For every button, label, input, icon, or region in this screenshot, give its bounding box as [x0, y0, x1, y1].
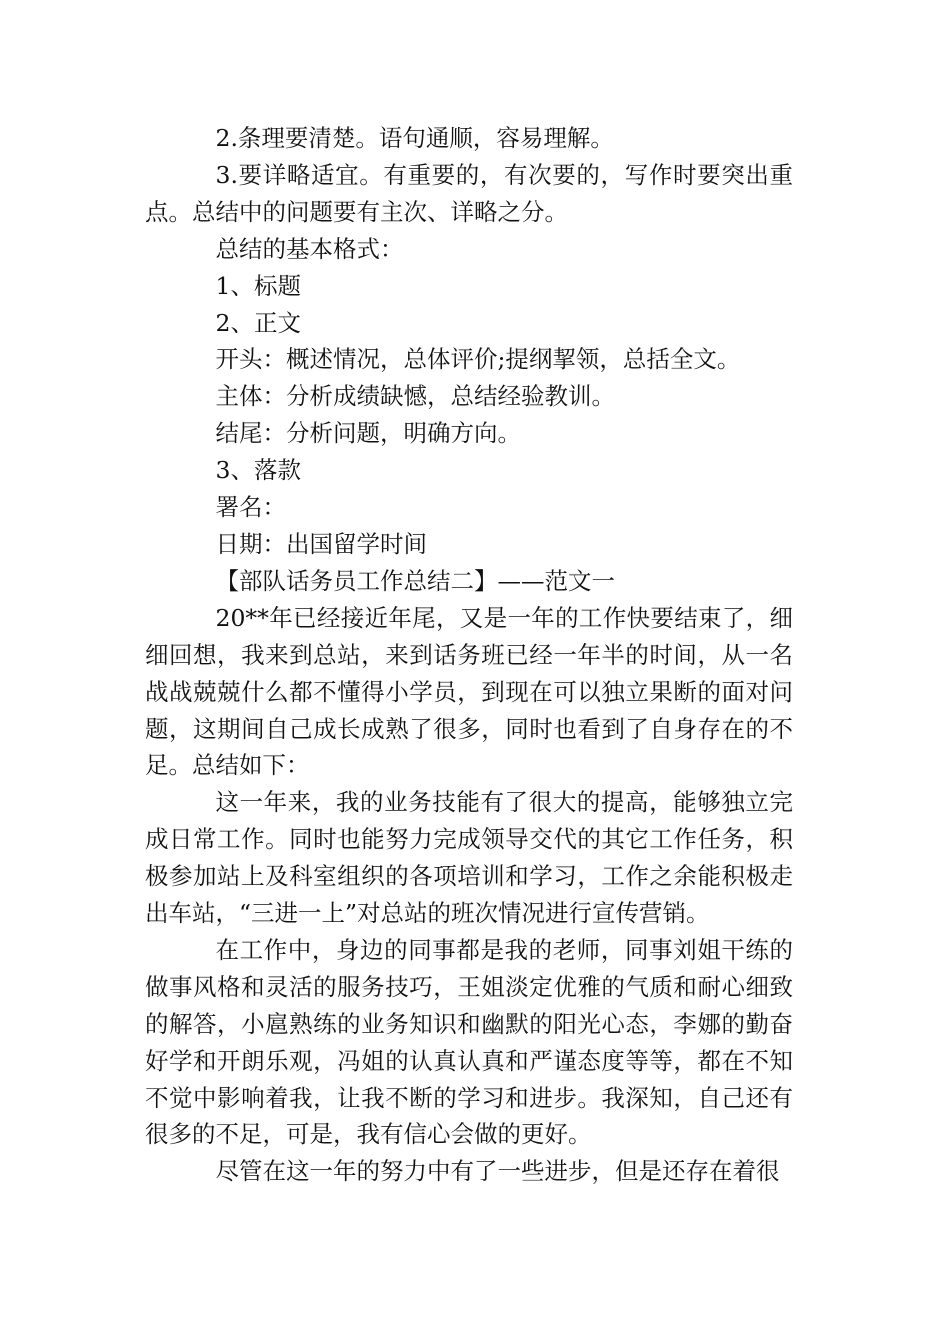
paragraph-skills: 这一年来，我的业务技能有了很大的提高，能够独立完成日常工作。同时也能努力完成领导交代的其它工作任务，积极参加站上及科室组织的各项培训和学习，工作之余能积极走出车站，“三进一上”对总站的班次情况进行宣传营销。: [145, 788, 793, 928]
document-body: [145, 120, 793, 1190]
paragraph-intro: 20**年已经接近年尾，又是一年的工作快要结束了，细细回想，我来到总站，来到话务班已经一年半的时间，从一名战战兢兢什么都不懂得小学员，到现在可以独立果断的面对问题，这期间自己成长成熟了很多，同时也看到了自身存在的不足。总结如下：: [145, 603, 793, 780]
paragraph-detail: 3.要详略适宜。有重要的，有次要的，写作时要突出重点。总结中的问题要有主次、详略之分。: [145, 160, 793, 226]
paragraph-date: 日期：出国留学时间: [215, 529, 427, 558]
paragraph-clarity: 2.条理要清楚。语句通顺，容易理解。: [215, 124, 614, 152]
section-heading: 【部队话务员工作总结二】——范文一: [215, 566, 615, 595]
paragraph-opening: 开头：概述情况，总体评价;提纲挈领，总括全文。: [215, 345, 741, 374]
paragraph-format-heading: 总结的基本格式：: [215, 234, 404, 263]
paragraph-signoff: 3、落款: [215, 456, 301, 485]
paragraph-ending: 结尾：分析问题，明确方向。: [215, 419, 521, 448]
paragraph-main: 主体：分析成绩缺憾，总结经验教训。: [215, 382, 615, 411]
paragraph-colleagues: 在工作中，身边的同事都是我的老师，同事刘姐干练的做事风格和灵活的服务技巧，王姐淡定优雅的气质和耐心细致的解答，小扈熟练的业务知识和幽默的阳光心态，李娜的勤奋好学和开朗乐观，冯姐的认真认真和严谨态度等等，都在不知不觉中影响着我，让我不断的学习和进步。我深知，自己还有很多的不足，可是，我有信心会做的更好。: [145, 935, 793, 1149]
paragraph-signature: 署名：: [215, 493, 286, 522]
paragraph-format-title: 1、标题: [215, 271, 301, 300]
paragraph-format-body: 2、正文: [215, 308, 301, 337]
paragraph-shortcomings: 尽管在这一年的努力中有了一些进步，但是还存在着很: [215, 1157, 780, 1186]
